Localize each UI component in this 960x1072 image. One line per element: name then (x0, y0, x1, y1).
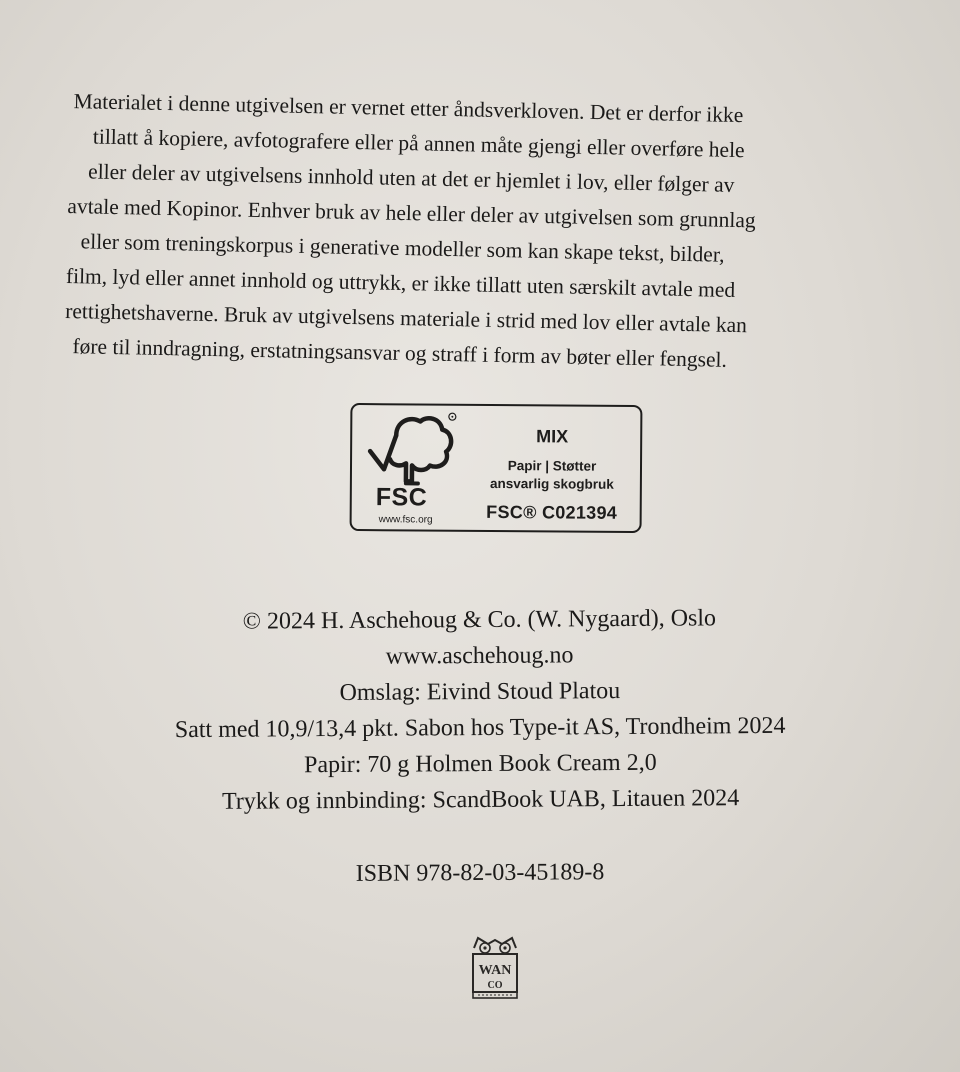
printing-credit: Trykk og innbinding: ScandBook UAB, Litauen 2024 (221, 785, 740, 815)
legal-notice-line: rettighetshaverne. Bruk av utgivelsens materiale i strid med lov eller avtale kan (64, 298, 748, 338)
legal-notice-line: føre til inndragning, erstatningsansvar og straff i form av bøter eller fengsel. (72, 334, 728, 372)
legal-notice-line: tillatt å kopiere, avfotografere eller på annen måte gjengi eller overføre hele (92, 124, 745, 163)
fsc-tree-checkmark-icon (366, 411, 459, 486)
legal-notice-line: Materialet i denne utgivelsen er vernet etter åndsverkloven. Det er derfor ikke (73, 89, 744, 128)
fsc-description-line2: ansvarlig skogbruk (489, 475, 614, 492)
fsc-logo-text: FSC (375, 483, 428, 512)
legal-notice-line: avtale med Kopinor. Enhver bruk av hele eller deler av utgivelsen som grunnlag (67, 193, 756, 233)
legal-notice (64, 84, 902, 381)
publisher-mark-sub-letters: CO (487, 980, 503, 991)
legal-notice-line: film, lyd eller annet innhold og uttrykk, er ikke tillatt uten særskilt avtale med (65, 263, 736, 302)
fsc-description-line1: Papir | Støtter (507, 458, 597, 474)
aschehoug-owl-monogram-icon (468, 934, 522, 1000)
legal-notice-line: eller deler av utgivelsens innhold uten at det er hjemlet i lov, eller følger av (87, 159, 735, 197)
fsc-category: MIX (536, 426, 569, 447)
cover-credit: Omslag: Eivind Stoud Platou (339, 678, 621, 706)
copyright-line: © 2024 H. Aschehoug & Co. (W. Nygaard), Oslo (242, 605, 717, 635)
publisher-mark-letters: WAN (478, 963, 512, 978)
fsc-logo (362, 411, 463, 530)
publisher-website: www.aschehoug.no (385, 642, 574, 670)
fsc-license-code: FSC® C021394 (486, 501, 618, 523)
fsc-label (350, 403, 643, 533)
legal-notice-line: eller som treningskorpus i generative modeller som kan skape tekst, bilder, (80, 229, 725, 267)
publisher-mark (468, 934, 522, 1000)
isbn: ISBN 978-82-03-45189-8 (355, 859, 605, 887)
colophon (99, 599, 860, 820)
paper-info: Papir: 70 g Holmen Book Cream 2,0 (303, 749, 657, 779)
fsc-details (464, 406, 641, 531)
fsc-url: www.fsc.org (378, 514, 433, 526)
typesetting-credit: Satt med 10,9/13,4 pkt. Sabon hos Type-it AS, Trondheim 2024 (174, 712, 786, 744)
